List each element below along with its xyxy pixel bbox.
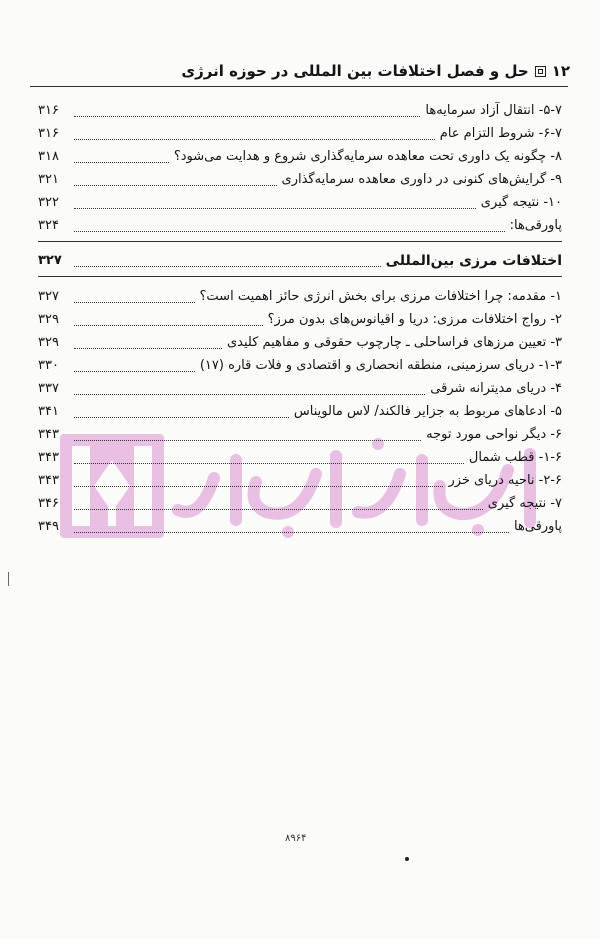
toc-entry[interactable] (38, 98, 562, 120)
toc-entry-title: ۶-۷- شروط التزام عام (439, 126, 562, 141)
toc-entry-title: ۱-۶- قطب شمال (468, 450, 562, 465)
chapter-rule (38, 276, 562, 277)
toc-chapter-page: ۳۲۷ (38, 253, 62, 268)
toc-leader-dots (74, 334, 222, 349)
toc-entry-title: ۲- رواج اختلافات مرزی: دریا و اقیانوس‌های بدون مرز؟ (267, 312, 562, 327)
toc-entry-page: ۳۳۰ (38, 358, 59, 373)
toc-leader-dots (74, 380, 425, 395)
toc-entry[interactable] (38, 468, 562, 490)
toc-leader-dots (74, 148, 169, 163)
square-ornament-icon (535, 66, 546, 77)
toc-entry[interactable] (38, 353, 562, 375)
toc-entry-title: ۶- دیگر نواحی مورد توجه (426, 427, 562, 442)
toc-entry[interactable] (38, 422, 562, 444)
toc-leader-dots (74, 495, 483, 510)
margin-mark (8, 572, 9, 586)
page-number: ۱۲ (551, 62, 570, 80)
toc-leader-dots (74, 518, 509, 533)
toc-entry-title: ۲-۶- ناحیه دریای خزر (448, 473, 562, 488)
toc-entry[interactable] (38, 213, 562, 235)
toc-chapter-title: اختلافات مرزی بین‌المللی (385, 253, 562, 269)
header-rule (30, 86, 568, 87)
toc-entry-title: پاورقی‌ها: (509, 218, 562, 233)
toc-entry-title: ۸- چگونه یک داوری تحت معاهده سرمایه‌گذاری شروع و هدایت می‌شود؟ (173, 149, 562, 164)
toc-entry[interactable] (38, 121, 562, 143)
toc-leader-dots (74, 194, 476, 209)
toc-entry-title: ۱-۳- دریای سرزمینی، منطقه انحصاری و اقتصادی و فلات قاره (۱۷) (199, 358, 562, 373)
toc-entry[interactable] (38, 514, 562, 536)
toc-leader-dots (74, 426, 421, 441)
toc-leader-dots (74, 288, 195, 303)
toc-entry-page: ۳۴۳ (38, 427, 59, 442)
toc-entry[interactable] (38, 144, 562, 166)
toc-entry[interactable] (38, 307, 562, 329)
toc-entry-title: ۱۰- نتیجه گیری (480, 195, 562, 210)
toc-entry-page: ۳۴۳ (38, 450, 59, 465)
footer-mark: ۸۹۶۴ (285, 833, 307, 844)
toc-entry-title: ۵-۷- انتقال آزاد سرمایه‌ها (425, 103, 562, 118)
toc-leader-dots (74, 125, 435, 140)
toc-entry-page: ۳۲۷ (38, 289, 59, 304)
toc-entry-page: ۳۴۳ (38, 473, 59, 488)
toc-entry-page: ۳۱۶ (38, 103, 59, 118)
toc-leader-dots (74, 449, 464, 464)
toc-entry-title: پاورقی‌ها (513, 519, 562, 534)
toc-entry-page: ۳۲۱ (38, 172, 59, 187)
toc-entry-page: ۳۲۲ (38, 195, 59, 210)
toc-entry-title: ۳- تعیین مرزهای فراساحلی ـ چارچوب حقوقی و مفاهیم کلیدی (226, 335, 562, 350)
toc-entry-title: ۹- گرایش‌های کنونی در داوری معاهده سرمایه‌گذاری (281, 172, 562, 187)
page-header (30, 60, 570, 82)
toc-entry-title: ۴- دریای مدیترانه شرقی (430, 381, 562, 396)
footer-dot (405, 857, 409, 861)
toc-entry[interactable] (38, 399, 562, 421)
toc-leader-dots (74, 472, 443, 487)
toc-entry[interactable] (38, 376, 562, 398)
toc-entry-page: ۳۲۹ (38, 312, 59, 327)
toc-leader-dots (74, 403, 289, 418)
toc-entry[interactable] (38, 284, 562, 306)
toc-leader-dots (74, 102, 420, 117)
chapter-rule (38, 241, 562, 242)
toc-leader-dots (74, 171, 277, 186)
toc-entry[interactable] (38, 445, 562, 467)
toc-entry-page: ۳۱۶ (38, 126, 59, 141)
toc-chapter-heading[interactable] (38, 248, 562, 270)
toc-entry[interactable] (38, 167, 562, 189)
toc-entry-page: ۳۲۹ (38, 335, 59, 350)
toc-entry-page: ۳۳۷ (38, 381, 59, 396)
toc-entry[interactable] (38, 330, 562, 352)
toc-entry-title: ۵- ادعاهای مربوط به جزایر فالکند/ لاس مالویناس (293, 404, 562, 419)
toc-entry-page: ۳۱۸ (38, 149, 59, 164)
toc-leader-dots (74, 252, 381, 267)
toc-entry-title: ۷- نتیجه گیری (487, 496, 562, 511)
book-title: حل و فصل اختلافات بین المللی در حوزه انرژی (181, 62, 529, 80)
toc-entry[interactable] (38, 491, 562, 513)
toc-leader-dots (74, 357, 195, 372)
toc-leader-dots (74, 311, 263, 326)
toc-entry[interactable] (38, 190, 562, 212)
toc-entry-title: ۱- مقدمه: چرا اختلافات مرزی برای بخش انرژی حائز اهمیت است؟ (199, 289, 562, 304)
toc-entry-page: ۳۴۶ (38, 496, 59, 511)
toc-entry-page: ۳۲۴ (38, 218, 59, 233)
toc-entry-page: ۳۴۹ (38, 519, 59, 534)
toc-entry-page: ۳۴۱ (38, 404, 59, 419)
toc-leader-dots (74, 217, 505, 232)
